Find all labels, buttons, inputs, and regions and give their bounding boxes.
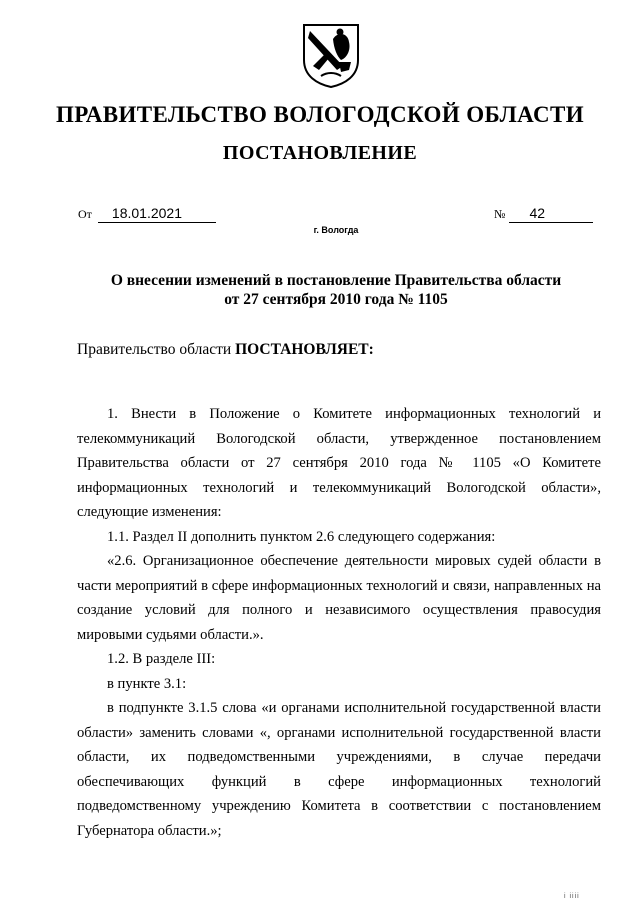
preamble	[77, 340, 374, 360]
document-body	[77, 402, 601, 843]
document-date	[78, 204, 216, 223]
paragraph: 1. Внести в Положение о Комитете информационных технологий и телекоммуникаций Вологодской области, утвержденное постановлением Правительства области от 27 сентября 2010 года № 1105 «О Комитете информационных технологий и телекоммуникаций Вологодской области», следующие изменения:	[77, 406, 601, 520]
coat-of-arms-icon	[299, 22, 363, 88]
document-number	[494, 204, 593, 223]
paragraph: «2.6. Организационное обеспечение деятельности мировых судей области в части мероприятий в сфере информационных технологий и связи, направленных на создание условий для полного и независимого осуществления правосудия мировыми судьями области.».	[77, 553, 601, 643]
number-value: 42	[509, 204, 593, 223]
preamble-text: Правительство области	[77, 341, 236, 358]
document-subject	[60, 271, 612, 309]
date-prefix: От	[78, 207, 92, 221]
footer-mark: i iiii	[564, 893, 580, 900]
subject-line: О внесении изменений в постановление Правительства области	[110, 272, 562, 289]
number-prefix: №	[494, 207, 506, 221]
paragraph: в пункте 3.1:	[107, 675, 187, 692]
document-type: ПОСТАНОВЛЕНИЕ	[222, 142, 418, 164]
subject-line: от 27 сентября 2010 года № 1105	[224, 291, 448, 308]
paragraph: 1.2. В разделе III:	[107, 651, 216, 667]
city-label: г. Вологда	[313, 225, 359, 235]
preamble-emphasis: ПОСТАНОВЛЯЕТ:	[235, 341, 374, 358]
organization-title: ПРАВИТЕЛЬСТВО ВОЛОГОДСКОЙ ОБЛАСТИ	[55, 102, 585, 127]
paragraph: 1.1. Раздел II дополнить пунктом 2.6 следующего содержания:	[107, 528, 496, 545]
date-value: 18.01.2021	[98, 204, 216, 223]
paragraph: в подпункте 3.1.5 слова «и органами исполнительной государственной власти области» заменить словами «, органами исполнительной государственной власти области, их подведомственными учреждениями, в случае передачи обеспечивающих функций в сфере информационных технологий подведомственному учреждению Комитета в соответствии с постановлением Губернатора области.»;	[77, 700, 601, 839]
